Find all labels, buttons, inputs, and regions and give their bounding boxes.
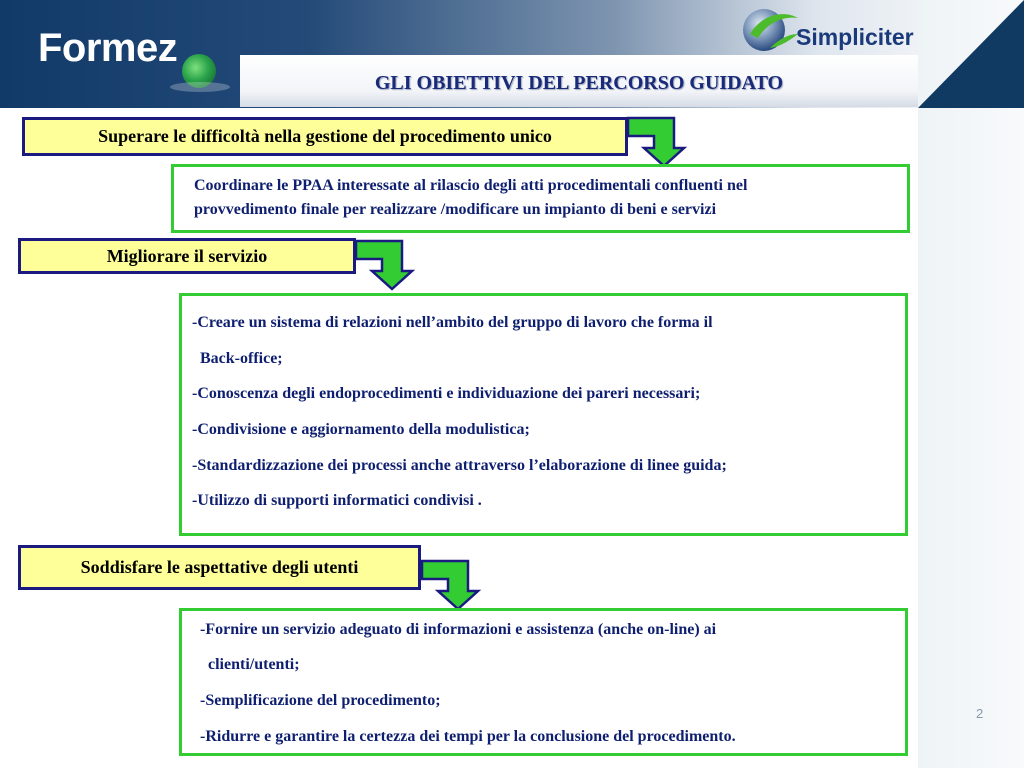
description-2-line-6: -Utilizzo di supporti informatici condivisi . [192,492,482,509]
description-2-line-4: -Condivisione e aggiornamento della modulistica; [192,421,530,438]
description-box-2 [179,293,908,536]
description-1-line-2: provvedimento finale per realizzare /modificare un impianto di beni e servizi [194,201,717,218]
formez-logo-swoosh-icon [170,82,230,92]
page-number: 2 [976,706,984,721]
slide-title: GLI OBIETTIVI DEL PERCORSO GUIDATO [374,72,784,94]
description-2-line-1: -Creare un sistema di relazioni nell’ambito del gruppo di lavoro che forma il [192,314,713,331]
objective-label-2-text: Migliorare il servizio [106,245,268,266]
objective-label-1 [22,117,628,156]
down-right-elbow-arrow-icon [420,557,484,613]
formez-logo: Formez [38,26,178,70]
simpliciter-logo-text: Simpliciter [796,24,914,50]
description-3-line-4: -Ridurre e garantire la certezza dei tempi per la conclusione del procedimento. [200,728,736,745]
description-1-line-1: Coordinare le PPAA interessate al rilascio degli atti procedimentali confluenti nel [194,177,748,194]
objective-label-3-text: Soddisfare le aspettative degli utenti [80,557,359,577]
description-3-line-2: clienti/utenti; [200,656,300,673]
description-box-1 [171,164,910,233]
objective-label-1-text: Superare le difficoltà nella gestione del procedimento unico [98,126,552,146]
down-right-elbow-arrow-icon [626,114,690,170]
description-2-line-2: Back-office; [192,350,283,367]
description-3-line-1: -Fornire un servizio adeguato di informazioni e assistenza (anche on-line) ai [200,621,717,638]
description-2-line-3: -Conoscenza degli endoprocedimenti e individuazione dei pareri necessari; [192,385,701,402]
description-2-line-5: -Standardizzazione dei processi anche attraverso l’elaborazione di linee guida; [192,457,727,474]
down-right-elbow-arrow-icon [354,237,418,293]
description-box-3 [179,608,908,756]
description-3-line-3: -Semplificazione del procedimento; [200,692,441,709]
right-decor-panel [918,0,1024,768]
objective-label-2 [18,238,356,274]
objective-label-3 [18,545,421,590]
